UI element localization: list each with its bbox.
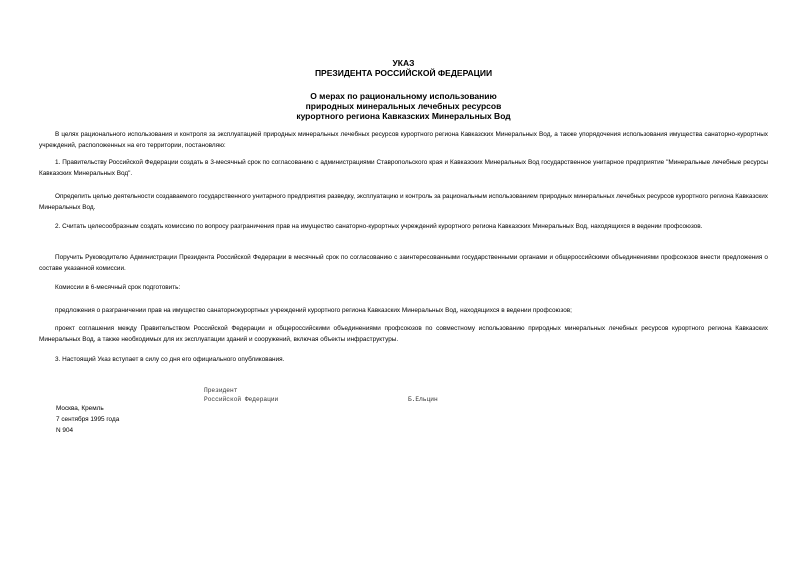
clause-1-paragraph: 1. Правительству Российской Федерации создать в 3-месячный срок по согласованию с администрациями Ставропольского края и Кавказских Минеральных Вод государственное унитарное предприятие "Минеральные лечебные ресурсы Кавказских Минеральных Вод". bbox=[39, 159, 768, 177]
subject-line-2: природных минеральных лечебных ресурсов bbox=[305, 101, 502, 111]
signing-date: 7 сентября 1995 года bbox=[56, 416, 120, 423]
subject-line-3: курортного региона Кавказских Минеральных Вод bbox=[296, 111, 511, 121]
issuer-heading: ПРЕЗИДЕНТА РОССИЙСКОЙ ФЕДЕРАЦИИ bbox=[314, 68, 493, 78]
commission-tasks-paragraph: Комиссии в 6-месячный срок подготовить: bbox=[55, 284, 181, 291]
signatory-title-line-1: Президент bbox=[204, 387, 238, 394]
clause-2-paragraph: 2. Считать целесообразным создать комиссию по вопросу разграничения прав на имущество санаторно-курортных учреждений курортного региона Кавказских Минеральных Вод, находящихся в ведении профсоюзов. bbox=[55, 223, 703, 230]
subject-line-1: О мерах по рациональному использованию bbox=[310, 91, 497, 101]
signatory-title-line-2: Российской Федерации bbox=[204, 396, 279, 403]
signing-place: Москва, Кремль bbox=[56, 405, 104, 412]
signatory-name: Б.Ельцин bbox=[408, 396, 438, 403]
preamble-paragraph: В целях рационального использования и контроля за эксплуатацией природных минеральных лечебных ресурсов курортного региона Кавказских Минеральных Вод, а также упорядочения использования имущества санаторно-курортных учреждений, расположенных на его территории, постановляю: bbox=[39, 131, 768, 149]
commission-task-1-paragraph: предложения о разграничении прав на имущество санаторнокурортных учреждений курортного региона Кавказских Минеральных Вод, находящихся в ведении профсоюзов; bbox=[55, 307, 572, 314]
clause-2-instruction-paragraph: Поручить Руководителю Администрации Президента Российской Федерации в месячный срок по согласованию с заинтересованными государственными органами и общероссийскими объединениями профсоюзов внести предложения о составе указанной комиссии. bbox=[39, 254, 768, 272]
commission-task-2-paragraph: проект соглашения между Правительством Российской Федерации и общероссийскими объединениями профсоюзов по совместному использованию природных минеральных лечебных ресурсов курортного региона Кавказских Минеральных Вод, а также необходимых для их эксплуатации зданий и сооружений, включая объекты инфраструктуры. bbox=[39, 325, 768, 343]
clause-1-purpose-paragraph: Определить целью деятельности создаваемого государственного унитарного предприятия разведку, эксплуатацию и контроль за рациональным использованием природных минеральных лечебных ресурсов курортного региона Кавказских Минеральных Вод. bbox=[39, 193, 768, 211]
decree-type-heading: УКАЗ bbox=[392, 58, 415, 68]
clause-3-paragraph: 3. Настоящий Указ вступает в силу со дня его официального опубликования. bbox=[55, 356, 285, 363]
decree-number: N 904 bbox=[56, 427, 74, 434]
